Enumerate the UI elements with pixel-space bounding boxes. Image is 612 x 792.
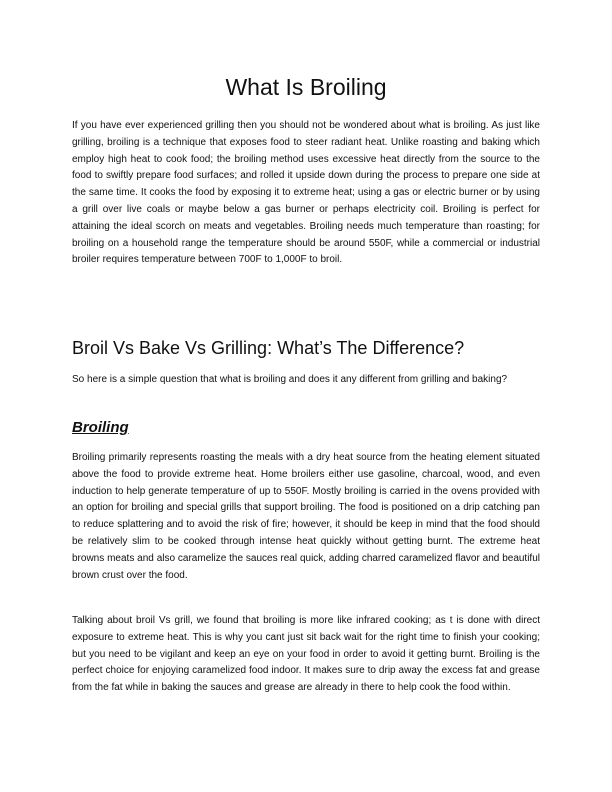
intro-paragraph: If you have ever experienced grilling then you should not be wondered about what is broiling. As just like grilling, broiling is a technique that exposes food to steer radiant heat. Unlike roasting and baking which employ high heat to cook food; the broiling method uses excessive heat directly from the source to the food to swiftly prepare food surfaces; and rolled it upside down during the process to prepare one side at the same time. It cooks the food by exposing it to extreme heat; using a gas or electric burner or by using a grill over live coals or maybe below a gas burner or perhaps electricity coil. Broiling is perfect for attaining the ideal scorch on meats and vegetables. Broiling needs much temperature than roasting; for broiling on a household range the temperature should be around 550F, while a commercial or industrial broiler requires temperature between 700F to 1,000F to broil. — [72, 120, 540, 266]
section-intro-paragraph: So here is a simple question that what is broiling and does it any different from grilling and baking? — [72, 374, 508, 385]
broiling-subheading: Broiling — [72, 419, 129, 436]
broiling-paragraph-1: Broiling primarily represents roasting the meals with a dry heat source from the heating element situated above the food to provide extreme heat. Home broilers either use gasoline, charcoal, wood, and even induction to help generate temperature of up to 550F. Mostly broiling is carried in the ovens provided with an option for broiling and special grills that support broiling. The food is positioned on a drip catching pan to reduce splattering and to avoid the risk of fire; however, it should be keep in mind that the food should be relatively slim to be cooked through intense heat quickly without getting burnt. The extreme heat browns meats and also caramelize the sauces real quick, adding charred caramelized flavor and beautiful brown crust over the food. — [72, 452, 540, 581]
section-heading: Broil Vs Bake Vs Grilling: What’s The Difference? — [72, 338, 465, 358]
page-title: What Is Broiling — [225, 74, 387, 100]
broiling-paragraph-2: Talking about broil Vs grill, we found that broiling is more like infrared cooking; as t is done with direct exposure to extreme heat. This is why you cant just sit back wait for the right time to finish your cooking; but you need to be vigilant and keep an eye on your food in order to avoid it getting burnt. Broiling is the perfect choice for enjoying caramelized food indoor. It makes sure to drip away the excess fat and grease from the fat while in baking the sauces and grease are already in there to help cook the food within. — [72, 615, 540, 694]
